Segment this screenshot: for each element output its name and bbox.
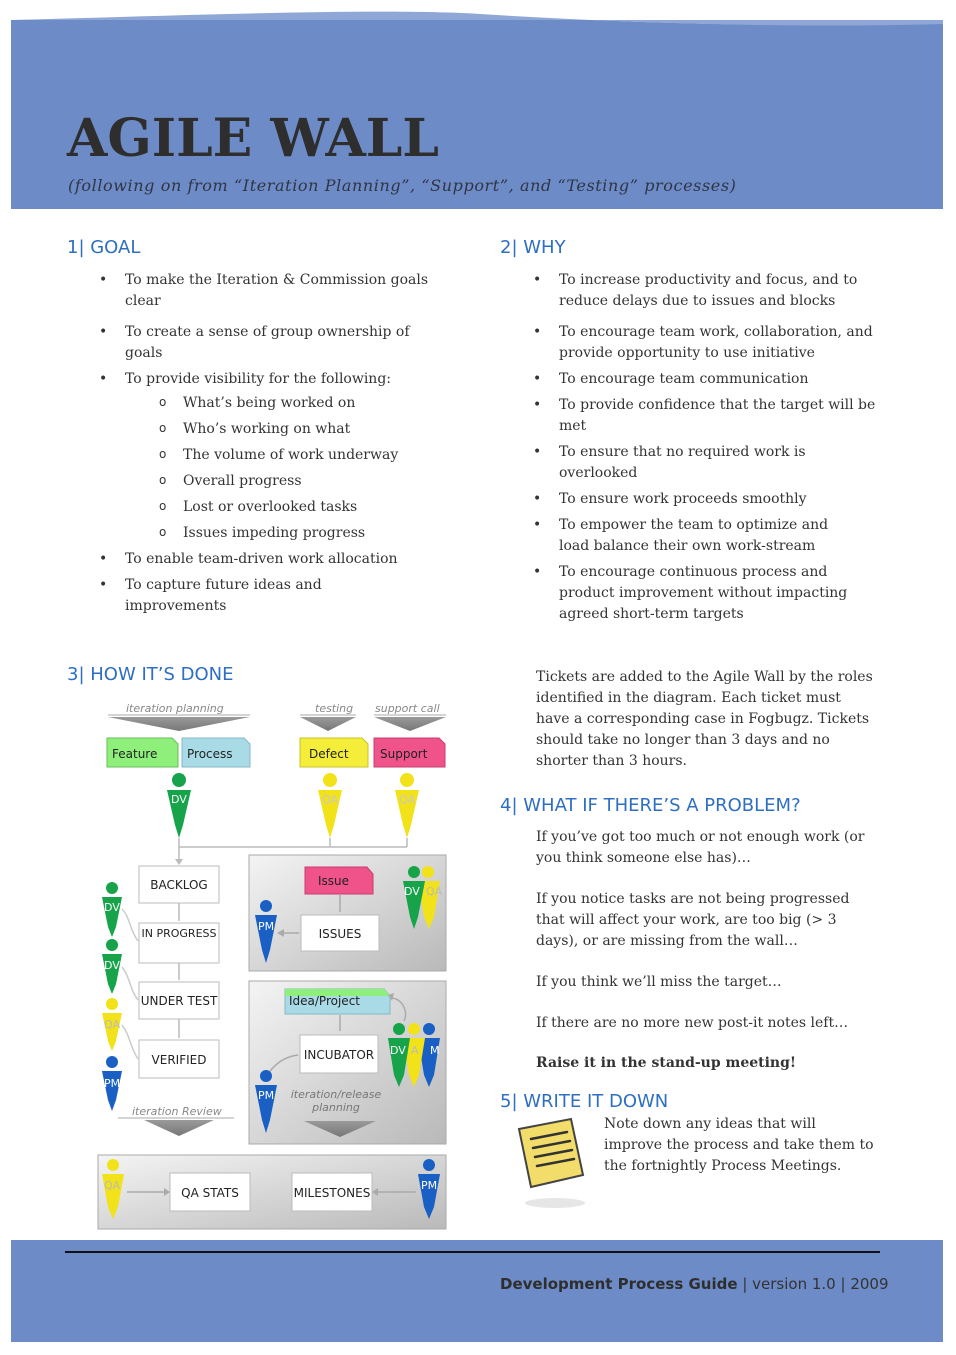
goal-item: • To capture future ideas and improvements	[125, 575, 365, 617]
ticket-feature: Feature	[112, 747, 158, 761]
why-item: • To encourage team work, collaboration, and provide opportunity to use initiative	[559, 322, 879, 364]
why-list	[559, 270, 879, 630]
role-dv: DV	[104, 959, 120, 972]
how-description: Tickets are added to the Agile Wall by the roles identified in the diagram. Each ticket must have a corresponding case in Fogbugz. Tickets should take no longer than 3 days and no shorter than 3 hours.	[536, 669, 873, 769]
page-subtitle: (following on from “Iteration Planning”, “Support”, and “Testing” processes)	[68, 176, 737, 195]
role-dv: DV	[404, 885, 420, 898]
issue-ticket: Issue	[318, 874, 350, 888]
role-pm: PM	[104, 1077, 121, 1090]
role-qa: A	[411, 1044, 419, 1057]
milestones-box: MILESTONES	[293, 1186, 371, 1200]
role-pm: PM	[258, 920, 275, 933]
role-qa: QA	[104, 1179, 121, 1192]
role-qa: QA	[104, 1018, 121, 1031]
col-verified: VERIFIED	[151, 1053, 207, 1067]
goal-item: • To create a sense of group ownership of goals	[125, 322, 445, 364]
label-iteration-release: iteration/release planning	[290, 1088, 382, 1114]
page-title: AGILE WALL	[67, 108, 439, 169]
why-item: • To encourage continuous process and product improvement without impacting agreed short-term targets	[559, 562, 879, 625]
goal-sub-item: o Who’s working on what	[183, 419, 445, 440]
col-backlog: BACKLOG	[150, 878, 208, 892]
goal-item: • To provide visibility for the following:	[125, 369, 445, 390]
why-item: • To empower the team to optimize and load balance their own work-stream	[559, 515, 859, 557]
how-heading: 3| HOW IT’S DONE	[67, 664, 234, 685]
why-item: • To provide confidence that the target will be met	[559, 395, 879, 437]
role-pm: M	[430, 1044, 440, 1057]
problem-paragraph: If there are no more new post-it notes left…	[536, 1015, 849, 1031]
role-qa: QA	[322, 793, 339, 806]
problem-paragraph: If you notice tasks are not being progressed that will affect your work, are too big (> 3 days), or are missing from the wall…	[536, 891, 850, 949]
footer-guide: Development Process Guide	[500, 1275, 738, 1293]
problem-paragraph: If you think we’ll miss the target…	[536, 974, 782, 990]
footer-version: version 1.0	[752, 1275, 836, 1293]
why-item: • To ensure that no required work is overlooked	[559, 442, 839, 484]
why-heading: 2| WHY	[500, 237, 566, 258]
role-dv: DV	[104, 901, 120, 914]
goal-item: • To make the Iteration & Commission goals clear	[125, 270, 445, 312]
problem-body	[536, 827, 876, 1074]
role-dv: DV	[390, 1044, 406, 1057]
role-pm: PM	[258, 1089, 275, 1102]
label-support-call: support call	[375, 702, 440, 715]
goal-sub-item: o Issues impeding progress	[183, 523, 445, 544]
why-item: • To ensure work proceeds smoothly	[559, 489, 879, 510]
arrow-support	[374, 717, 446, 731]
role-dv: DV	[171, 793, 187, 806]
ticket-support: Support	[380, 747, 428, 761]
goal-sub-item: o Lost or overlooked tasks	[183, 497, 445, 518]
goal-item: • To enable team-driven work allocation	[125, 549, 445, 570]
write-text: Note down any ideas that will improve the process and take them to the fortnightly Process Meetings.	[604, 1116, 874, 1174]
idea-ticket: Idea/Project	[289, 994, 360, 1008]
problem-heading: 4| WHAT IF THERE’S A PROBLEM?	[500, 795, 801, 816]
ticket-defect: Defect	[309, 747, 349, 761]
footer-year: 2009	[850, 1275, 889, 1293]
incubator-box: INCUBATOR	[303, 1048, 375, 1062]
label-testing: testing	[315, 702, 354, 715]
problem-callout: Raise it in the stand-up meeting!	[536, 1055, 797, 1071]
footer-text	[500, 1275, 889, 1293]
role-pm: PM	[421, 1179, 438, 1192]
footer-separator: |	[840, 1275, 846, 1293]
problem-paragraph: If you’ve got too much or not enough work (or you think someone else has)…	[536, 829, 865, 866]
goal-list	[125, 270, 445, 622]
col-under-test: UNDER TEST	[140, 994, 218, 1008]
sticky-note-icon	[515, 1115, 595, 1210]
col-in-progress: IN PROGRESS	[141, 927, 217, 940]
goal-heading: 1| GOAL	[67, 237, 141, 258]
label-iteration-review: iteration Review	[132, 1105, 222, 1118]
why-item: • To increase productivity and focus, and to reduce delays due to issues and blocks	[559, 270, 879, 312]
goal-sub-item: o What’s being worked on	[183, 393, 445, 414]
why-item: • To encourage team communication	[559, 369, 879, 390]
footer-separator: |	[742, 1275, 748, 1293]
issues-box: ISSUES	[318, 927, 362, 941]
header-wave	[0, 0, 956, 40]
write-heading: 5| WRITE IT DOWN	[500, 1091, 669, 1112]
role-qa: QA	[426, 885, 443, 898]
ticket-process: Process	[187, 747, 233, 761]
goal-sub-item: o Overall progress	[183, 471, 445, 492]
goal-sub-item: o The volume of work underway	[183, 445, 445, 466]
role-qa: QA	[399, 793, 416, 806]
label-iteration-planning: iteration planning	[126, 702, 224, 715]
footer-rule	[65, 1251, 880, 1253]
arrow-iteration	[108, 717, 250, 731]
arrow-testing	[300, 717, 356, 731]
agile-wall-diagram	[94, 695, 450, 1235]
qa-stats-box: QA STATS	[181, 1186, 239, 1200]
